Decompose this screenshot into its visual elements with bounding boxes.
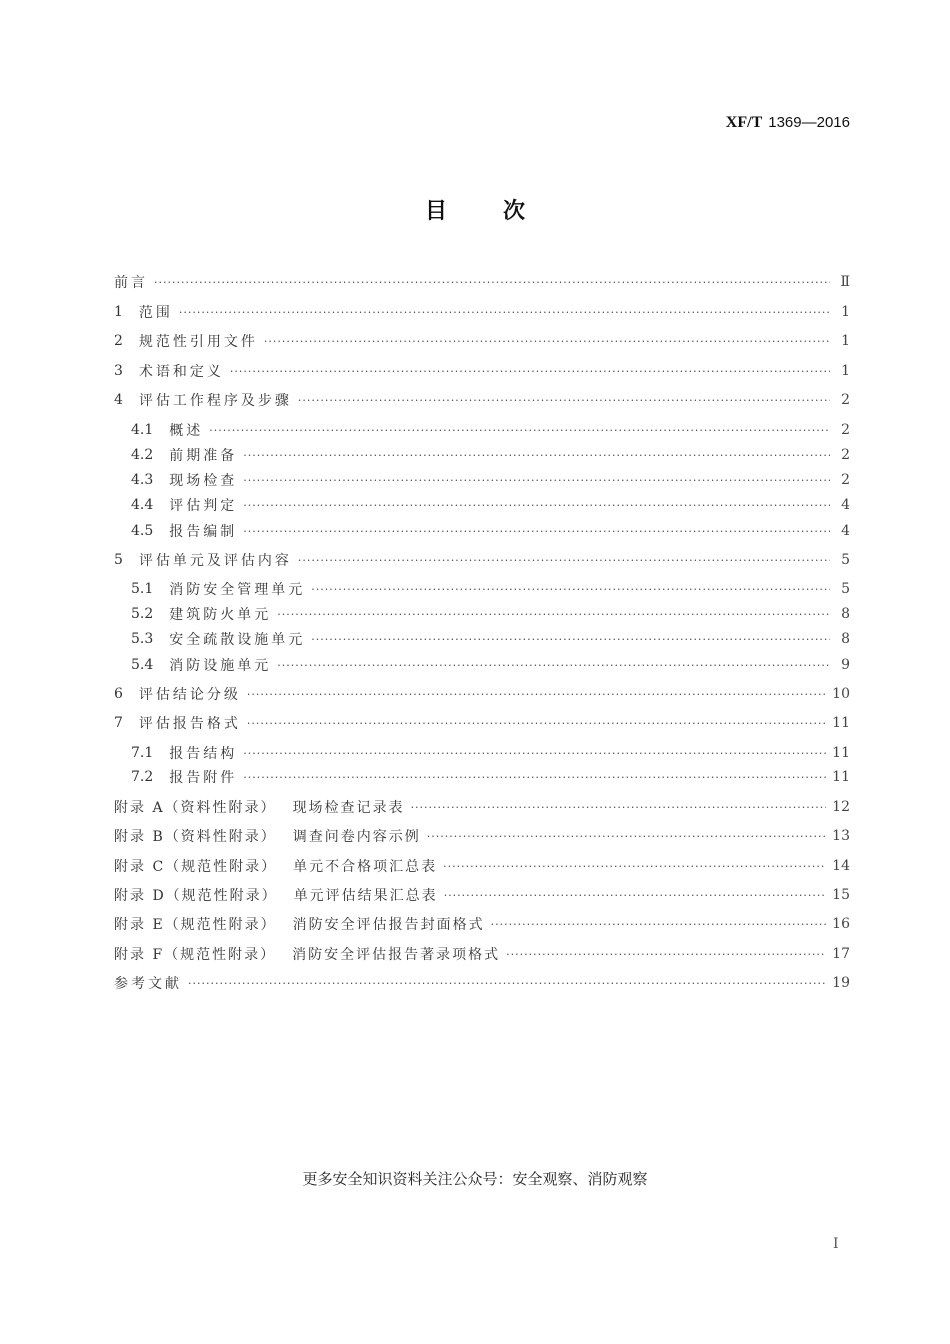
toc-number: 5.2 [131, 606, 154, 622]
page-title: 目次 [424, 199, 581, 224]
toc-entry[interactable] [114, 300, 850, 324]
appendix-label: 附录 B（资料性附录） [114, 829, 277, 845]
toc-label: 评估报告格式 [138, 716, 241, 732]
toc-label: 概述 [169, 423, 204, 439]
page-number: Ⅰ [833, 1236, 839, 1252]
toc-leader-dots [491, 918, 827, 931]
toc-entry-appendix-b[interactable] [114, 824, 850, 848]
appendix-title: 消防安全评估报告著录项格式 [292, 947, 501, 963]
toc-leader-dots [427, 830, 826, 843]
appendix-label: 附录 A（资料性附录） [114, 800, 277, 816]
toc-leader-dots [298, 394, 830, 407]
toc-page: 4 [841, 523, 850, 539]
toc-label: 报告附件 [169, 770, 238, 786]
toc-page: 5 [841, 581, 850, 597]
toc-number: 4.2 [131, 447, 154, 463]
toc-leader-dots [311, 583, 830, 596]
toc-leader-dots [311, 633, 830, 646]
toc-leader-dots [243, 525, 830, 538]
toc-leader-dots [277, 608, 830, 621]
toc-subentry[interactable] [131, 627, 850, 651]
appendix-title: 消防安全评估报告封面格式 [292, 917, 485, 933]
toc-page: 1 [841, 363, 850, 379]
toc-number: 7.1 [131, 745, 154, 761]
toc-leader-dots [230, 365, 830, 378]
toc-entry[interactable] [114, 548, 850, 572]
toc-label: 消防设施单元 [169, 658, 272, 674]
toc-number: 5 [114, 552, 123, 568]
footer-note: 更多安全知识资料关注公众号：安全观察、消防观察 [302, 1170, 648, 1188]
toc-subentry[interactable] [131, 577, 850, 601]
toc-label: 评估判定 [169, 498, 238, 514]
toc-number: 5.1 [131, 581, 154, 597]
toc-leader-dots [298, 554, 830, 567]
toc-subentry[interactable] [131, 468, 850, 492]
toc-page: 12 [832, 799, 850, 815]
toc-page: 19 [832, 975, 850, 991]
appendix-label: 附录 E（规范性附录） [114, 917, 277, 933]
toc-entry-appendix-c[interactable] [114, 854, 850, 878]
toc-leader-dots [188, 977, 826, 990]
toc-leader-dots [444, 889, 826, 902]
toc-label: 范围 [138, 305, 173, 321]
toc-subentry[interactable] [131, 653, 850, 677]
standard-code [726, 113, 850, 132]
toc-page: 4 [841, 497, 850, 513]
toc-page: 10 [832, 686, 850, 702]
toc-leader-dots [277, 659, 830, 672]
toc-page: 2 [841, 472, 850, 488]
toc-page: 11 [832, 769, 850, 785]
toc-entry-appendix-a[interactable] [114, 795, 850, 819]
toc-page: 2 [841, 447, 850, 463]
toc-leader-dots [243, 499, 830, 512]
toc-page: 11 [832, 745, 850, 761]
toc-entry-preface[interactable] [114, 270, 850, 294]
toc-page: 11 [832, 715, 850, 731]
toc-entry[interactable] [114, 359, 850, 383]
toc-subentry[interactable] [131, 765, 850, 789]
toc-entry[interactable] [114, 329, 850, 353]
toc-entry[interactable] [114, 711, 850, 735]
toc-leader-dots [243, 747, 826, 760]
toc-label: 参考文献 [114, 976, 182, 992]
toc-subentry[interactable] [131, 741, 850, 765]
toc-page: 14 [832, 858, 850, 874]
appendix-label: 附录 D（规范性附录） [114, 888, 278, 904]
toc-label: 消防安全管理单元 [169, 582, 306, 598]
toc-page: Ⅱ [840, 274, 850, 290]
toc-page: 1 [841, 333, 850, 349]
toc-number: 6 [114, 686, 123, 702]
standard-number: 1369—2016 [768, 114, 850, 131]
appendix-label: 附录 F（规范性附录） [114, 947, 277, 963]
toc-number: 7.2 [131, 769, 154, 785]
toc-label: 现场检查 [169, 473, 238, 489]
toc-label: 评估工作程序及步骤 [138, 393, 292, 409]
toc-number: 1 [114, 304, 123, 320]
toc-page: 5 [841, 552, 850, 568]
toc-number: 4.1 [131, 422, 154, 438]
toc-leader-dots [506, 948, 826, 961]
toc-number: 4.3 [131, 472, 154, 488]
standard-prefix: XF/T [725, 114, 763, 131]
toc-entry-appendix-f[interactable] [114, 942, 850, 966]
appendix-label: 附录 C（规范性附录） [114, 859, 278, 875]
toc-label: 建筑防火单元 [169, 607, 272, 623]
toc-label: 术语和定义 [138, 364, 224, 380]
toc-label: 安全疏散设施单元 [169, 632, 306, 648]
toc-label: 报告结构 [169, 746, 238, 762]
toc-page: 9 [841, 657, 850, 673]
toc-number: 5.4 [131, 657, 154, 673]
appendix-title: 单元不合格项汇总表 [293, 859, 438, 875]
toc-label: 评估单元及评估内容 [138, 553, 292, 569]
toc-page: 2 [841, 392, 850, 408]
toc-entry-appendix-d[interactable] [114, 883, 850, 907]
toc-subentry[interactable] [131, 519, 850, 543]
toc-number: 2 [114, 333, 123, 349]
appendix-title: 调查问卷内容示例 [292, 829, 421, 845]
toc-page: 15 [832, 887, 850, 903]
toc-leader-dots [264, 335, 830, 348]
toc-leader-dots [243, 449, 830, 462]
toc-label: 报告编制 [169, 524, 238, 540]
toc-label: 前言 [114, 275, 148, 291]
toc-leader-dots [243, 771, 826, 784]
appendix-title: 单元评估结果汇总表 [293, 888, 438, 904]
toc-subentry[interactable] [131, 443, 850, 467]
toc-label: 规范性引用文件 [138, 334, 258, 350]
toc-leader-dots [443, 860, 826, 873]
toc-subentry[interactable] [131, 418, 850, 442]
toc-label: 评估结论分级 [138, 687, 241, 703]
toc-leader-dots [154, 276, 830, 289]
toc-leader-dots [209, 424, 830, 437]
toc-entry[interactable] [114, 388, 850, 412]
toc-leader-dots [411, 801, 827, 814]
toc-entry-appendix-e[interactable] [114, 912, 850, 936]
toc-number: 3 [114, 363, 123, 379]
toc-number: 4 [114, 392, 123, 408]
appendix-title: 现场检查记录表 [292, 800, 405, 816]
toc-subentry[interactable] [131, 493, 850, 517]
toc-entry-references[interactable] [114, 971, 850, 995]
toc-leader-dots [243, 474, 830, 487]
toc-subentry[interactable] [131, 602, 850, 626]
toc-label: 前期准备 [169, 448, 238, 464]
toc-number: 7 [114, 715, 123, 731]
toc-number: 5.3 [131, 631, 154, 647]
toc-leader-dots [247, 717, 826, 730]
toc-page: 8 [841, 631, 850, 647]
toc-page: 16 [832, 916, 850, 932]
toc-number: 4.4 [131, 497, 154, 513]
toc-page: 17 [832, 946, 850, 962]
toc-page: 8 [841, 606, 850, 622]
toc-page: 13 [832, 828, 850, 844]
toc-page: 1 [841, 304, 850, 320]
toc-leader-dots [179, 306, 830, 319]
toc-entry[interactable] [114, 682, 850, 706]
toc-number: 4.5 [131, 523, 154, 539]
toc-leader-dots [247, 688, 826, 701]
toc-page: 2 [841, 422, 850, 438]
